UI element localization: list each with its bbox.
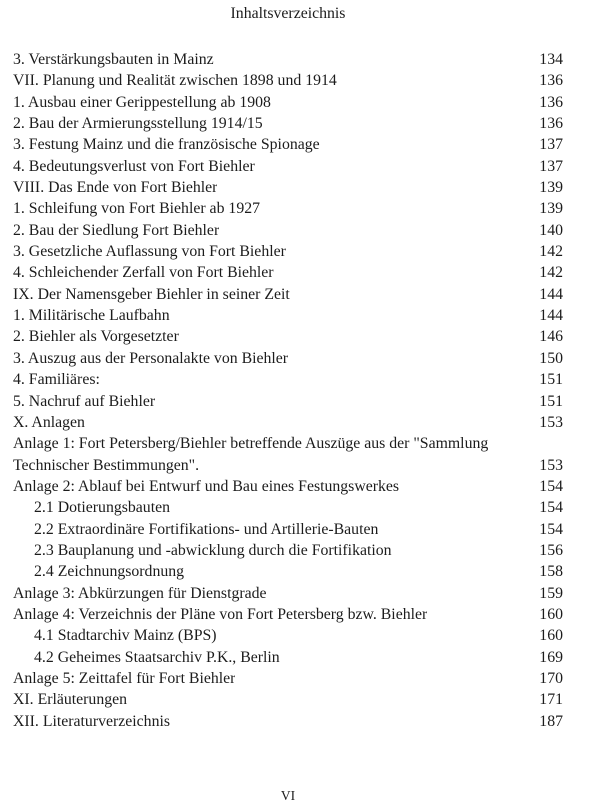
toc-entry-page: 156 bbox=[539, 541, 563, 559]
toc-entry bbox=[13, 412, 563, 433]
toc-entry-page: 153 bbox=[539, 413, 563, 431]
toc-entry-label: 5. Nachruf auf Biehler bbox=[13, 392, 156, 410]
toc-entry-label: 1. Ausbau einer Gerippestellung ab 1908 bbox=[13, 93, 271, 111]
toc-entry bbox=[13, 134, 563, 155]
toc-entry bbox=[13, 348, 563, 369]
toc-entry-label: X. Anlagen bbox=[13, 413, 85, 431]
toc-entry-label: VIII. Das Ende von Fort Biehler bbox=[13, 179, 218, 197]
toc-entry-page: 160 bbox=[539, 605, 563, 623]
toc-entry bbox=[13, 433, 563, 454]
toc-entry bbox=[13, 220, 563, 241]
toc-entry-label: 2.1 Dotierungsbauten bbox=[34, 499, 171, 517]
toc-entry bbox=[13, 92, 563, 113]
toc-entry-label: 1. Schleifung von Fort Biehler ab 1927 bbox=[13, 200, 261, 218]
toc-entry-label: Anlage 3: Abkürzungen für Dienstgrade bbox=[13, 584, 267, 602]
toc-entry-page: 136 bbox=[539, 115, 563, 133]
toc-entry-page: 154 bbox=[539, 477, 563, 495]
toc-entry bbox=[13, 455, 563, 476]
toc-entry bbox=[13, 604, 563, 625]
toc-entry-page: 144 bbox=[539, 307, 563, 325]
toc-entry-label: XI. Erläuterungen bbox=[13, 691, 128, 709]
toc-entry-label: 4.2 Geheimes Staatsarchiv P.K., Berlin bbox=[34, 648, 280, 666]
toc-entry bbox=[13, 326, 563, 347]
toc-entry bbox=[13, 519, 563, 540]
toc-entry bbox=[13, 284, 563, 305]
toc-entry-page: 137 bbox=[539, 157, 563, 175]
toc-entry-page: 144 bbox=[539, 285, 563, 303]
toc-entry-label: 2. Bau der Armierungsstellung 1914/15 bbox=[13, 115, 263, 133]
toc-entry-label: 4. Schleichender Zerfall von Fort Biehler bbox=[13, 264, 274, 282]
toc-entry bbox=[13, 49, 563, 70]
toc-entry-label: 3. Festung Mainz und die französische Spionage bbox=[13, 136, 320, 154]
toc-entry-page: 160 bbox=[539, 627, 563, 645]
toc-entry-label: Anlage 5: Zeittafel für Fort Biehler bbox=[13, 669, 236, 687]
toc-entry-page: 170 bbox=[539, 669, 563, 687]
toc-entry bbox=[13, 391, 563, 412]
toc-entry bbox=[13, 647, 563, 668]
page-number-footer: VI bbox=[280, 788, 296, 803]
toc-entry bbox=[13, 241, 563, 262]
toc-entry-page: 139 bbox=[539, 179, 563, 197]
toc-entry bbox=[13, 70, 563, 91]
toc-entry-label: 4. Bedeutungsverlust von Fort Biehler bbox=[13, 157, 255, 175]
toc-entry-page: 136 bbox=[539, 93, 563, 111]
toc-entry bbox=[13, 156, 563, 177]
toc-entry-label: 4. Familiäres: bbox=[13, 371, 100, 389]
toc-entry-label: 2.2 Extraordinäre Fortifikations- und Artillerie-Bauten bbox=[34, 520, 379, 538]
toc-entry-page: 151 bbox=[539, 371, 563, 389]
toc-entry bbox=[13, 540, 563, 561]
toc-entry-label: 4.1 Stadtarchiv Mainz (BPS) bbox=[34, 627, 217, 645]
toc-entry bbox=[13, 583, 563, 604]
page-header: Inhaltsverzeichnis bbox=[230, 5, 346, 22]
toc-entry-label: IX. Der Namensgeber Biehler in seiner Zeit bbox=[13, 285, 290, 303]
toc-entry-page: 139 bbox=[539, 200, 563, 218]
toc-entry-label: Anlage 2: Ablauf bei Entwurf und Bau eines Festungswerkes bbox=[13, 477, 400, 495]
toc-entry bbox=[13, 497, 563, 518]
toc-entry-label: 2. Bau der Siedlung Fort Biehler bbox=[13, 221, 220, 239]
toc-entry bbox=[13, 177, 563, 198]
toc-list bbox=[13, 49, 563, 732]
toc-entry-label: Anlage 4: Verzeichnis der Pläne von Fort Petersberg bzw. Biehler bbox=[13, 605, 428, 623]
toc-entry-label: VII. Planung und Realität zwischen 1898 und 1914 bbox=[13, 72, 337, 90]
toc-entry-page: 136 bbox=[539, 72, 563, 90]
toc-entry-label: 3. Gesetzliche Auflassung von Fort Biehler bbox=[13, 243, 286, 261]
toc-entry bbox=[13, 625, 563, 646]
toc-entry bbox=[13, 305, 563, 326]
toc-entry-page: 169 bbox=[539, 648, 563, 666]
toc-entry-page: 150 bbox=[539, 349, 563, 367]
toc-entry-page: 140 bbox=[539, 221, 563, 239]
toc-entry-label: XII. Literaturverzeichnis bbox=[13, 712, 171, 730]
toc-entry-page: 142 bbox=[539, 264, 563, 282]
toc-entry bbox=[13, 561, 563, 582]
toc-entry bbox=[13, 476, 563, 497]
toc-entry-label: 1. Militärische Laufbahn bbox=[13, 307, 170, 325]
toc-entry-label: 2.4 Zeichnungsordnung bbox=[34, 563, 185, 581]
toc-entry bbox=[13, 369, 563, 390]
toc-entry-page: 158 bbox=[539, 563, 563, 581]
toc-entry-page: 159 bbox=[539, 584, 563, 602]
toc-entry-page: 171 bbox=[539, 691, 563, 709]
toc-entry-page: 146 bbox=[539, 328, 563, 346]
toc-entry-label: Technischer Bestimmungen". bbox=[13, 456, 200, 474]
toc-entry bbox=[13, 668, 563, 689]
toc-entry-page: 134 bbox=[539, 51, 563, 68]
toc-entry-label: 3. Verstärkungsbauten in Mainz bbox=[13, 51, 214, 68]
toc-entry-label: 2. Biehler als Vorgesetzter bbox=[13, 328, 179, 346]
toc-entry-label: 2.3 Bauplanung und -abwicklung durch die Fortifikation bbox=[34, 541, 392, 559]
toc-entry-page: 137 bbox=[539, 136, 563, 154]
toc-entry bbox=[13, 262, 563, 283]
toc-entry-page: 142 bbox=[539, 243, 563, 261]
toc-entry-label: 3. Auszug aus der Personalakte von Biehler bbox=[13, 349, 289, 367]
toc-entry bbox=[13, 711, 563, 732]
toc-entry-page: 153 bbox=[539, 456, 563, 474]
toc-entry bbox=[13, 113, 563, 134]
toc-entry bbox=[13, 198, 563, 219]
toc-entry-label: Anlage 1: Fort Petersberg/Biehler betreffende Auszüge aus der "Sammlung bbox=[13, 435, 489, 453]
toc-entry-page: 154 bbox=[539, 520, 563, 538]
toc-entry-page: 154 bbox=[539, 499, 563, 517]
toc-entry bbox=[13, 689, 563, 710]
toc-entry-page: 187 bbox=[539, 712, 563, 730]
toc-entry-page: 151 bbox=[539, 392, 563, 410]
